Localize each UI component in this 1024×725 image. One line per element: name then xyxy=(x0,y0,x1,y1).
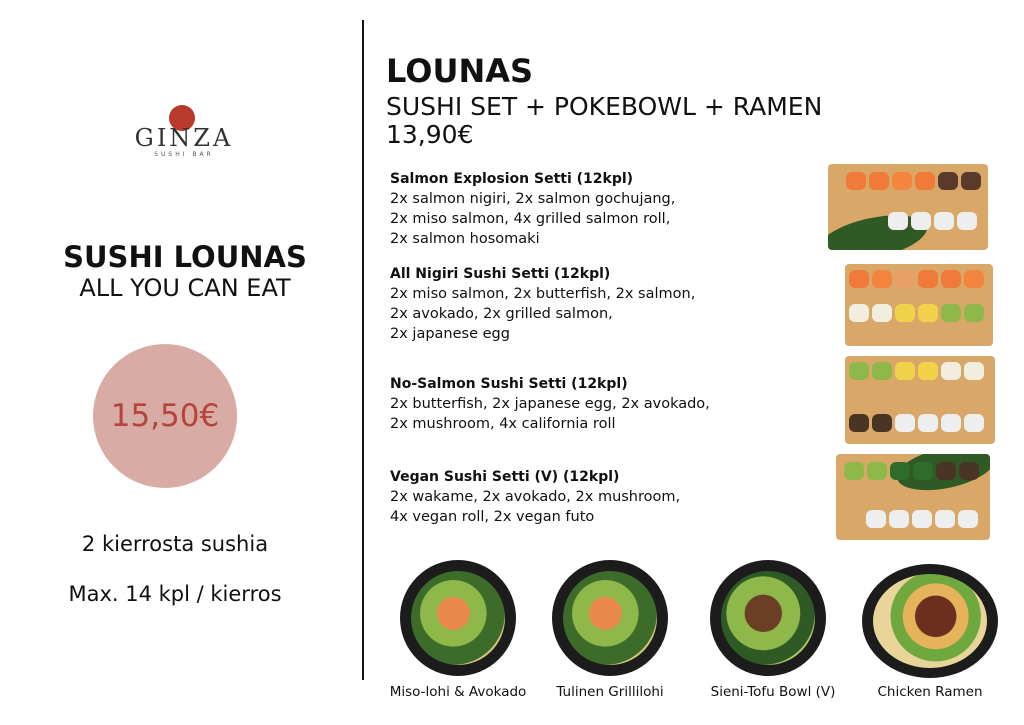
buffet-price: 15,50€ xyxy=(110,398,220,434)
bowl-label: Chicken Ramen xyxy=(877,684,983,700)
tulinen-grillilohi-bowl-image xyxy=(552,560,668,676)
chicken-ramen-image xyxy=(862,564,998,678)
set-name: No-Salmon Sushi Setti (12kpl) xyxy=(390,376,628,392)
lounas-price: 13,90€ xyxy=(386,120,474,149)
set-line: 2x wakame, 2x avokado, 2x mushroom, xyxy=(390,489,681,505)
bowl-label: Sieni-Tofu Bowl (V) xyxy=(710,684,836,700)
set-item xyxy=(390,374,710,434)
all-nigiri-image xyxy=(845,264,993,346)
rounds-note: 2 kierrosta sushia xyxy=(81,532,269,556)
pieces-note: Max. 14 kpl / kierros xyxy=(68,582,282,606)
set-item xyxy=(390,169,675,249)
bowl-label: Tulinen Grillilohi xyxy=(556,684,664,700)
miso-lohi-bowl-image xyxy=(400,560,516,676)
lounas-subtitle: SUSHI SET + POKEBOWL + RAMEN xyxy=(386,92,823,121)
salmon-explosion-image xyxy=(828,164,988,250)
lunch-subtitle: ALL YOU CAN EAT xyxy=(79,274,291,302)
set-line: 2x salmon nigiri, 2x salmon gochujang, xyxy=(390,191,676,207)
bowl-label: Miso-lohi & Avokado xyxy=(389,684,527,700)
set-item xyxy=(390,264,695,344)
set-line: 2x avokado, 2x grilled salmon, xyxy=(390,306,613,322)
logo-tagline: SUSHI BAR xyxy=(154,151,214,158)
set-line: 2x butterfish, 2x japanese egg, 2x avokado, xyxy=(390,396,710,412)
set-line: 4x vegan roll, 2x vegan futo xyxy=(390,509,595,525)
set-line: 2x miso salmon, 2x butterfish, 2x salmon, xyxy=(390,286,696,302)
no-salmon-image xyxy=(845,356,995,444)
set-line: 2x mushroom, 4x california roll xyxy=(390,416,616,432)
sieni-tofu-bowl-image xyxy=(710,560,826,676)
set-line: 2x japanese egg xyxy=(390,326,510,342)
buffet-price-badge xyxy=(93,344,237,488)
set-name: All Nigiri Sushi Setti (12kpl) xyxy=(390,266,611,282)
vegan-set-image xyxy=(836,454,990,540)
set-name: Salmon Explosion Setti (12kpl) xyxy=(390,171,634,187)
lounas-title: LOUNAS xyxy=(386,52,534,90)
divider xyxy=(362,20,364,680)
logo-name: GINZA xyxy=(134,124,234,152)
lunch-title: SUSHI LOUNAS xyxy=(63,240,307,274)
set-name: Vegan Sushi Setti (V) (12kpl) xyxy=(390,469,620,485)
set-line: 2x salmon hosomaki xyxy=(390,231,540,247)
set-line: 2x miso salmon, 4x grilled salmon roll, xyxy=(390,211,671,227)
set-item xyxy=(390,467,680,527)
